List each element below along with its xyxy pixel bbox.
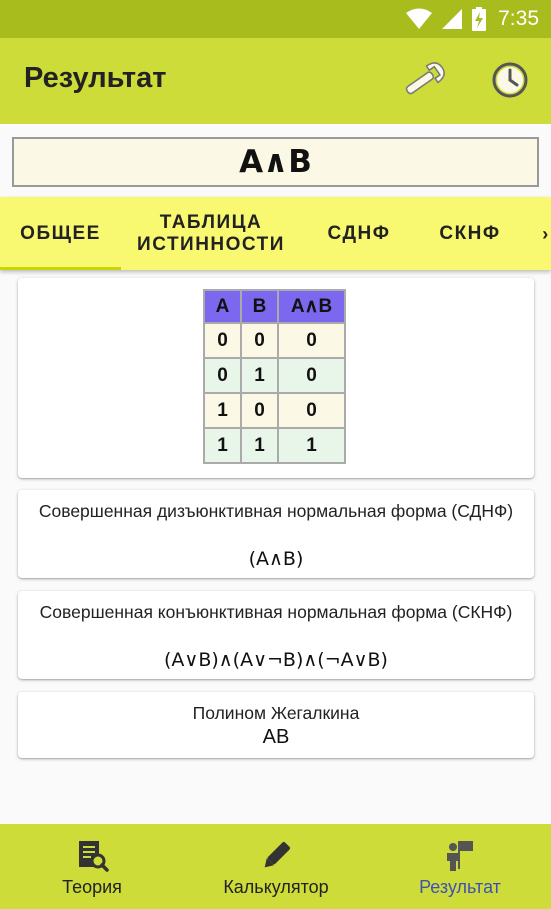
result-figure-icon: [443, 839, 477, 873]
nav-theory[interactable]: [40, 824, 144, 909]
table-cell: 0: [242, 324, 277, 357]
table-row: [205, 429, 344, 462]
table-cell: 1: [242, 429, 277, 462]
nav-calculator[interactable]: [208, 824, 344, 909]
battery-charging-icon: [472, 7, 486, 31]
status-time: 7:35: [498, 7, 539, 30]
table-cell: 1: [279, 429, 344, 462]
app-bar: [0, 38, 551, 124]
sknf-title: Совершенная конъюнктивная нормальная форма (СКНФ): [39, 602, 513, 622]
table-row: [205, 359, 344, 392]
header-result: A∧B: [279, 291, 344, 322]
zhegalkin-card[interactable]: [18, 692, 534, 758]
history-clock-icon: [491, 61, 529, 103]
truth-table-header: [205, 291, 344, 322]
tab-sdnf[interactable]: СДНФ: [327, 222, 391, 244]
theory-document-search-icon: [75, 839, 109, 873]
sdnf-card[interactable]: [18, 490, 534, 578]
table-cell: 1: [205, 429, 240, 462]
nav-calculator-label: Калькулятор: [223, 877, 329, 897]
sknf-value: (A∨B)∧(A∨¬B)∧(¬A∨B): [164, 649, 388, 671]
expression-display: A∧B: [12, 137, 539, 187]
wifi-icon: [406, 8, 432, 30]
header-a: A: [205, 291, 240, 322]
tab-overview[interactable]: ОБЩЕЕ: [0, 197, 121, 270]
truth-table: [203, 289, 346, 464]
tab-bar: [0, 197, 551, 270]
history-button[interactable]: [486, 60, 534, 104]
tab-sknf[interactable]: СКНФ: [439, 222, 501, 244]
truth-table-card: [18, 278, 534, 478]
bottom-navigation: [0, 824, 551, 909]
nav-result-label: Результат: [419, 877, 501, 897]
table-cell: 0: [205, 324, 240, 357]
table-row: [205, 324, 344, 357]
sknf-card[interactable]: [18, 591, 534, 679]
table-row: [205, 394, 344, 427]
tab-more-chevron-icon[interactable]: ›: [542, 223, 550, 244]
sdnf-title: Совершенная дизъюнктивная нормальная форма (СДНФ): [38, 501, 514, 521]
table-cell: 0: [279, 394, 344, 427]
table-cell: 0: [242, 394, 277, 427]
pencil-icon: [259, 839, 293, 873]
header-b: B: [242, 291, 277, 322]
page-title: Результат: [24, 62, 167, 94]
wrench-icon: [400, 60, 448, 104]
table-cell: 0: [205, 359, 240, 392]
signal-icon: [442, 8, 462, 30]
table-cell: 0: [279, 324, 344, 357]
table-cell: 1: [205, 394, 240, 427]
settings-button[interactable]: [398, 60, 450, 104]
zhegalkin-value: AB: [262, 726, 290, 748]
table-cell: 1: [242, 359, 277, 392]
nav-result[interactable]: [404, 824, 516, 909]
table-cell: 0: [279, 359, 344, 392]
sdnf-value: (A∧B): [248, 548, 304, 570]
tab-truth-table[interactable]: ТАБЛИЦА ИСТИННОСТИ: [137, 211, 285, 255]
nav-theory-label: Теория: [62, 877, 122, 897]
zhegalkin-title: Полином Жегалкина: [192, 703, 360, 723]
status-bar: [0, 0, 551, 38]
